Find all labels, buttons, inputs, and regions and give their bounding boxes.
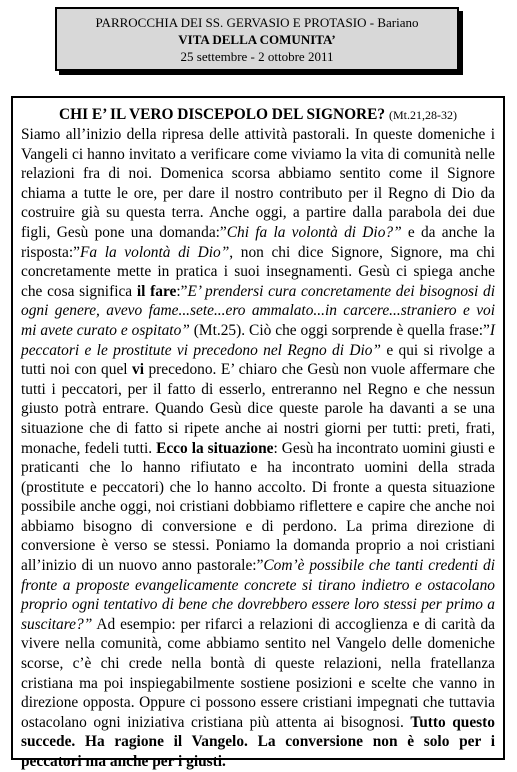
bold-text: Tutto questo succede. Ha ragione il Vangelo. La conversione non è solo per i peccatori ma anche per i giusti.: [21, 713, 495, 770]
text-segment: : Gesù ha incontrato uomini giusti e praticanti che lo hanno rifiutato e ha incontrato uomini della strada (prostitute e peccatori) che lo hanno accolto. Di fronte a questa situazione possibile anche oggi, noi cristiani dobbiamo riflettere e capire che anche noi abbiamo bisogno di conversione e di perdono. La prima direzione di conversione è verso se stessi. Poniamo la domanda proprio a noi cristiani all’inizio di un nuovo anno pastorale:”: [21, 439, 495, 575]
text-segment: e qui si rivolge a tutti noi con quel: [21, 341, 495, 379]
bold-text: il fare: [136, 282, 177, 300]
article-body: [21, 125, 495, 772]
text-segment: (Mt.25). Ciò che oggi sorprende è quella frase:”: [189, 321, 490, 339]
italic-quote: Fa la volontà di Dio”: [80, 243, 230, 261]
article-heading: [21, 100, 495, 125]
bold-text: Ecco la situazione: [156, 439, 274, 457]
italic-quote: E’ prendersi cura concretamente dei bisognosi di ogni genere, avevo fame...sete...ero ammalato...in carcere...straniero e voi mi avete curato e ospitato”: [21, 282, 496, 339]
parish-name: PARROCCHIA DEI SS. GERVASIO E PROTASIO - Bariano: [95, 15, 419, 30]
text-segment: precedono. E’ chiaro che Gesù non vuole affermare che tutti i peccatori, per il fatto di esserlo, entreranno nel Regno e che nessun giusto potrà entrare. Quando Gesù dice queste parole ha davanti a se una situazione che di fatto si ripete anche ai nostri giorni per tutti: preti, frati, monache, fedeli tutti.: [21, 361, 495, 457]
article-title: CHI E’ IL VERO DISCEPOLO DEL SIGNORE?: [59, 106, 386, 123]
italic-quote: I peccatori e le prostitute vi precedono nel Regno di Dio”: [21, 321, 495, 359]
text-segment: Ad esempio: per rifarci a relazioni di accoglienza e di carità da vivere nella comunità, come abbiamo sentito nel Vangelo delle domeniche scorse, c’è chi crede nella bontà di queste relazioni, nella fratellanza cristiana ma poi inspiegabilmente sostiene posizioni e scelte che vanno in direzione opposta. Oppure ci possono essere cristiani impegnati che tuttavia ostacolano ogni iniziativa cristiana più attenta ai bisognosi.: [21, 615, 495, 731]
article-box: [11, 96, 505, 770]
italic-quote: Chi fa la volontà di Dio?”: [226, 223, 402, 241]
text-segment: , non chi dice Signore, Signore, ma chi concretamente mette in pratica i suoi insegnamenti. Gesù ci spiega anche che cosa significa: [21, 243, 495, 300]
text-segment: Siamo all’inizio della ripresa delle attività pastorali. In queste domeniche i Vangeli ci hanno invitato a verificare come viviamo la vita di comunità nelle relazioni fra di noi. Domenica scorsa abbiamo sentito come il Signore chiama a tutte le ore, per dare il nostro contributo per il Regno di Dio da costruire già su questa terra. Anche oggi, a partire dalla parabola dei due figli, Gesù pone una domanda:”: [21, 126, 495, 241]
text-segment: e da anche la risposta:”: [21, 223, 495, 261]
text-segment: :”: [176, 282, 188, 300]
bulletin-header: [55, 7, 459, 71]
scripture-reference: (Mt.21,28-32): [389, 108, 457, 122]
bold-text: vi: [132, 361, 144, 379]
bulletin-dates: 25 settembre - 2 ottobre 2011: [180, 49, 334, 64]
bulletin-title: VITA DELLA COMUNITA’: [178, 32, 336, 47]
italic-quote: Com’è possibile che tanti credenti di fronte a proposte evangelicamente concrete si tirano indietro e ostacolano proprio ogni tentativo di bene che dovrebbero essere loro stessi per primo a suscitare?”: [21, 557, 495, 633]
